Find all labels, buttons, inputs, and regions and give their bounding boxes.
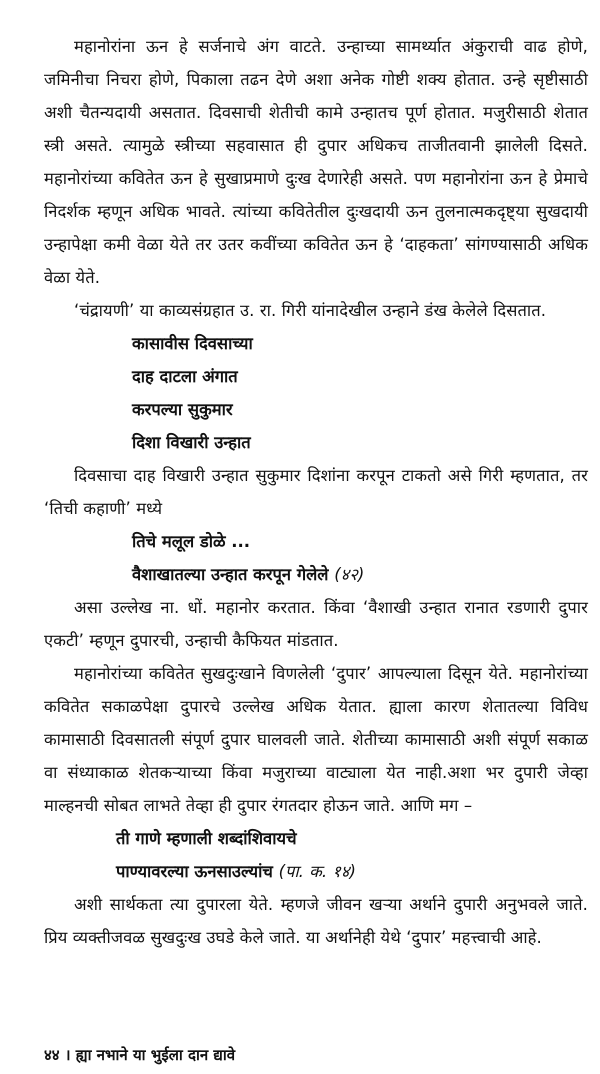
page-body xyxy=(44,30,588,954)
verse-line xyxy=(132,558,588,591)
verse-reference: (पा. क. १४) xyxy=(278,862,356,881)
paragraph-3: दिवसाचा दाह विखारी उन्हात सुकुमार दिशांना करपून टाकतो असे गिरी म्हणतात, तर ‘तिची कहाणी’ मध्ये xyxy=(44,466,588,518)
page-number: ४४ xyxy=(44,1046,60,1064)
verse-line: करपल्या सुकुमार xyxy=(132,400,233,419)
verse-line: तिचे मलूल डोळे ... xyxy=(132,532,251,551)
verse-line: ती गाणे म्हणाली शब्दांशिवायचे xyxy=(116,829,297,848)
verse-block-tichi-kahani xyxy=(44,525,588,591)
footer-separator: । xyxy=(64,1046,71,1064)
paragraph-2: ‘चंद्रायणी’ या काव्यसंग्रहात उ. रा. गिरी यांनादेखील उन्हाने डंख केलेले दिसतात. xyxy=(74,301,547,320)
verse-line: दाह दाटला अंगात xyxy=(132,367,238,386)
verse-text: वैशाखातल्या उन्हात करपून गेलेले xyxy=(132,565,329,584)
page-footer xyxy=(44,1044,235,1066)
paragraph-1: महानोरांना ऊन हे सर्जनाचे अंग वाटते. उन्हाच्या सामर्थ्यात अंकुराची वाढ होणे, जमिनीचा निचरा होणे, पिकाला तढन देणे अशा अनेक गोष्टी शक्य होतात. उन्हे सृष्टीसाठी अशी चैतन्यदायी असतात. दिवसाची शेतीची कामे उन्हातच पूर्ण होतात. मजुरीसाठी शेतात स्त्री असते. त्यामुळे स्त्रीच्या सहवासात ही दुपार अधिकच ताजीतवानी झालेली दिसते. महानोरांच्या कवितेत ऊन हे सुखाप्रमाणे दुःख देणारेही असते. पण महानोरांना ऊन हे प्रेमाचे निदर्शक म्हणून अधिक भावते. त्यांच्या कवितेतील दुःखदायी ऊन तुलनात्मकदृष्ट्या सुखदायी उन्हापेक्षा कमी वेळा येते तर उतर कवींच्या कवितेत ऊन हे ‘दाहकता’ सांगण्यासाठी अधिक वेळा येते. xyxy=(44,37,588,287)
verse-reference: (४२) xyxy=(334,565,365,584)
verse-block-giri xyxy=(44,327,588,459)
verse-block-gane xyxy=(44,822,588,888)
verse-text: पाण्यावरल्या ऊनसाउल्यांच xyxy=(116,862,273,881)
paragraph-5: महानोरांच्या कवितेत सुखदुःखाने विणलेली ‘दुपार’ आपल्याला दिसून येते. महानोरांच्या कवितेत सकाळपेक्षा दुपारचे उल्लेख अधिक येतात. ह्याला कारण शेतातल्या विविध कामासाठी दिवसातली संपूर्ण दुपार घालवली जाते. शेतीच्या कामासाठी अशी संपूर्ण सकाळ वा संध्याकाळ शेतकऱ्याच्या किंवा मजुराच्या वाट्याला येत नाही.अशा भर दुपारी जेव्हा माल्हनची सोबत लाभते तेव्हा ही दुपार रंगतदार होऊन जाते. आणि मग – xyxy=(44,664,588,815)
book-title: ह्या नभाने या भुईला दान द्यावे xyxy=(75,1046,236,1064)
verse-line xyxy=(116,855,588,888)
paragraph-6: अशी सार्थकता त्या दुपारला येते. म्हणजे जीवन खऱ्या अर्थाने दुपारी अनुभवले जाते. प्रिय व्यक्तीजवळ सुखदुःख उघडे केले जाते. या अर्थानेही येथे ‘दुपार’ महत्त्वाची आहे. xyxy=(44,895,588,947)
verse-line: दिशा विखारी उन्हात xyxy=(132,433,251,452)
paragraph-4: असा उल्लेख ना. धों. महानोर करतात. किंवा ‘वैशाखी उन्हात रानात रडणारी दुपार एकटी’ म्हणून दुपारची, उन्हाची कैफियत मांडतात. xyxy=(44,598,588,650)
verse-line: कासावीस दिवसाच्या xyxy=(132,334,253,353)
